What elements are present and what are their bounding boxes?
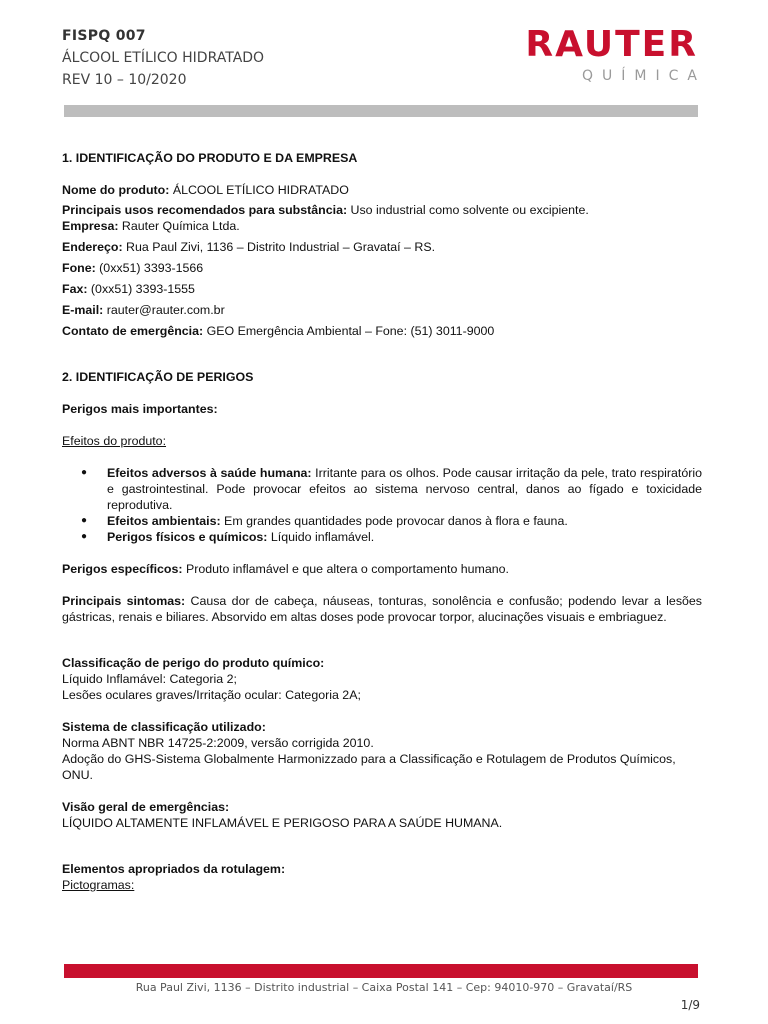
system-item: Norma ABNT NBR 14725-2:2009, versão corrigida 2010. (62, 736, 374, 750)
overview-text: LÍQUIDO ALTAMENTE INFLAMÁVEL E PERIGOSO PARA A SAÚDE HUMANA. (62, 816, 503, 830)
subheading: Perigos mais importantes: (62, 402, 218, 416)
main-hazards-heading (62, 401, 702, 417)
logo-wordmark: RAUTER (525, 24, 698, 65)
pictograms-heading: Pictogramas: (62, 878, 135, 892)
symptoms-paragraph (62, 593, 702, 625)
field-label: Fone: (62, 261, 96, 275)
email-line (62, 302, 702, 318)
field-value: Rauter Química Ltda. (118, 219, 240, 233)
subheading: Elementos apropriados da rotulagem: (62, 862, 286, 876)
revision-label: REV 10 – 10/2020 (62, 72, 187, 88)
field-label: Nome do produto: (62, 183, 170, 197)
subheading: Classificação de perigo do produto químico: (62, 656, 325, 670)
address-line (62, 239, 702, 255)
field-value: (0xx51) 3393-1566 (95, 261, 204, 275)
classification-item: Líquido Inflamável: Categoria 2; (62, 672, 237, 686)
uses-line (62, 202, 702, 218)
phone-line (62, 260, 702, 276)
field-label: Perigos específicos: (62, 562, 183, 576)
item-label: Efeitos adversos à saúde humana: (107, 466, 312, 480)
field-label: Empresa: (62, 219, 119, 233)
header-divider (64, 105, 698, 117)
field-value: Rua Paul Zivi, 1136 – Distrito Industrial – Gravataí – RS. (122, 240, 436, 254)
item-text: Líquido inflamável. (267, 530, 375, 544)
labeling-heading (62, 861, 702, 877)
field-label: Endereço: (62, 240, 123, 254)
classification-item: Lesões oculares graves/Irritação ocular: Categoria 2A; (62, 688, 361, 702)
field-value: GEO Emergência Ambiental – Fone: (51) 3011-9000 (203, 324, 495, 338)
document-code: FISPQ 007 (62, 28, 146, 44)
list-item (107, 513, 702, 529)
field-label: Fax: (62, 282, 88, 296)
list-item (107, 465, 702, 513)
footer-divider (64, 964, 698, 978)
field-label: Contato de emergência: (62, 324, 204, 338)
specific-hazards-line (62, 561, 702, 577)
field-label: E-mail: (62, 303, 104, 317)
logo-subtitle: QUÍMICA (582, 68, 706, 84)
field-value: Uso industrial como solvente ou excipiente. (347, 203, 589, 217)
item-text: Em grandes quantidades pode provocar danos à flora e fauna. (220, 514, 568, 528)
header-product-name: ÁLCOOL ETÍLICO HIDRATADO (62, 50, 265, 66)
field-value: ÁLCOOL ETÍLICO HIDRATADO (169, 183, 349, 197)
item-text: Irritante para os olhos. Pode causar irritação da pele, trato respiratório e gastrointestinal. Pode provocar efeitos ao sistema nervoso central, danos ao fígado e toxicidade reprodutiva. (107, 466, 702, 512)
document-body (62, 150, 702, 893)
company-logo (525, 24, 706, 84)
system-item: Adoção do GHS-Sistema Globalmente Harmonizzado para a Classificação e Rotulagem de Produtos Químicos, ONU. (62, 752, 676, 782)
company-line (62, 218, 702, 234)
product-name-line (62, 182, 702, 198)
page-number: 1/9 (680, 998, 700, 1012)
list-item (107, 529, 702, 545)
fax-line (62, 281, 702, 297)
section-1-title: 1. IDENTIFICAÇÃO DO PRODUTO E DA EMPRESA (62, 151, 358, 165)
overview-heading (62, 799, 702, 815)
system-heading (62, 719, 702, 735)
section-2-title: 2. IDENTIFICAÇÃO DE PERIGOS (62, 370, 254, 384)
effects-list (62, 465, 702, 545)
subheading: Visão geral de emergências: (62, 800, 230, 814)
emergency-contact-line (62, 323, 702, 339)
field-label: Principais sintomas: (62, 594, 186, 608)
field-value: (0xx51) 3393-1555 (87, 282, 195, 296)
footer-address: Rua Paul Zivi, 1136 – Distrito industrial – Caixa Postal 141 – Cep: 94010-970 – Gravataí/RS (135, 981, 633, 994)
item-label: Perigos físicos e químicos: (107, 530, 268, 544)
classification-heading (62, 655, 702, 671)
email-value[interactable]: rauter@rauter.com.br (103, 303, 225, 317)
field-value: Causa dor de cabeça, náuseas, tonturas, sonolência e confusão; podendo levar a lesões gástricas, renais e biliares. Absorvido em altas doses pode provocar torpor, alucinações visuais e embriaguez. (62, 594, 702, 624)
field-label: Principais usos recomendados para substância: (62, 203, 348, 217)
effects-heading: Efeitos do produto: (62, 434, 167, 448)
field-value: Produto inflamável e que altera o comportamento humano. (182, 562, 509, 576)
item-label: Efeitos ambientais: (107, 514, 221, 528)
subheading: Sistema de classificação utilizado: (62, 720, 266, 734)
